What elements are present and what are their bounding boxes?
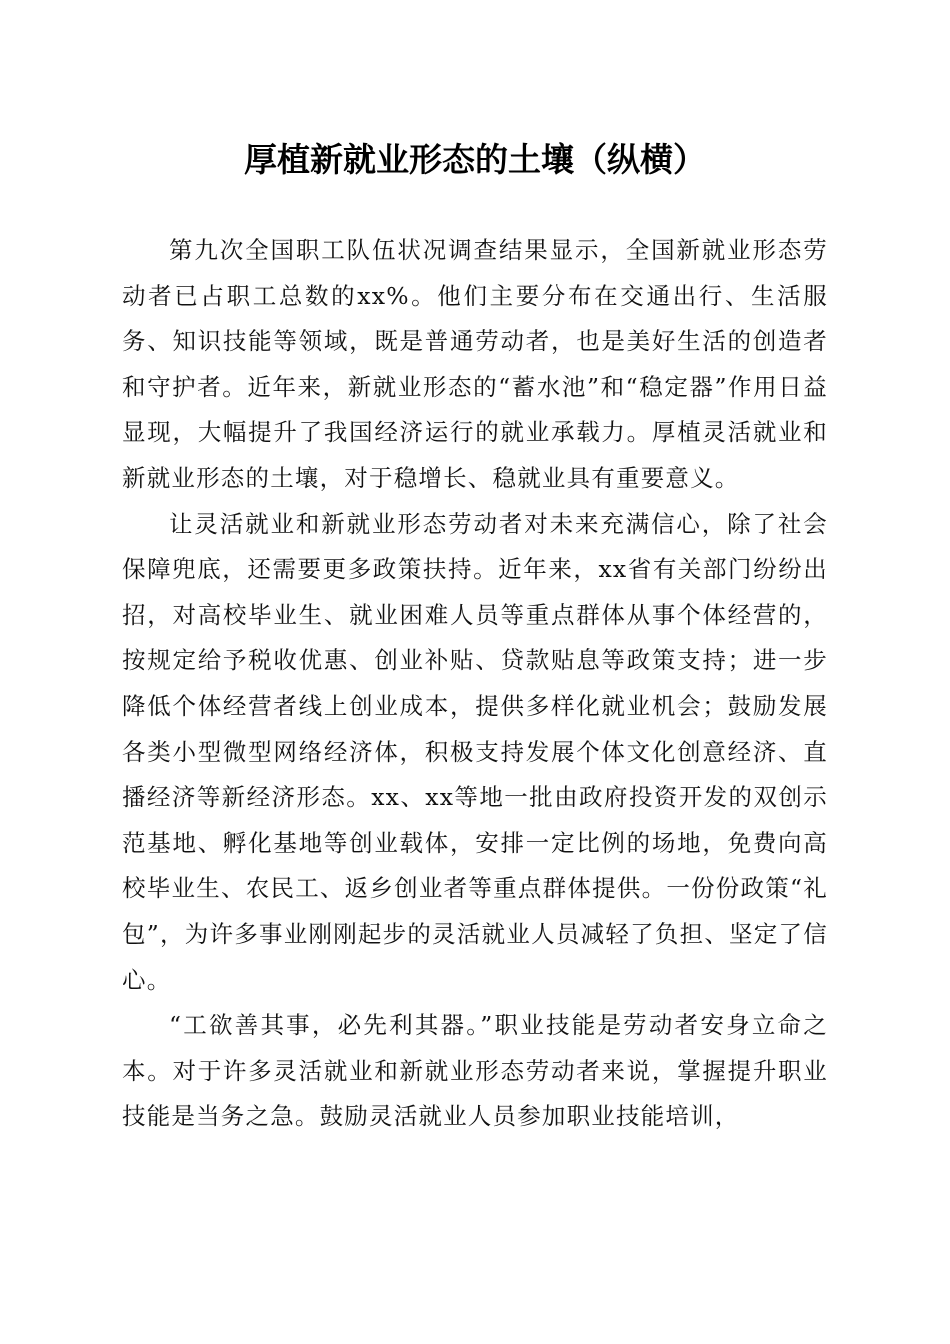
- page-title: 厚植新就业形态的土壤（纵横）: [244, 140, 706, 179]
- paragraph-3: “工欲善其事，必先利其器。”职业技能是劳动者安身立命之本。对于许多灵活就业和新就业形态劳动者来说，掌握提升职业技能是当务之急。鼓励灵活就业人员参加职业技能培训，: [122, 1011, 828, 1131]
- article-body: [122, 228, 828, 1140]
- paragraph-1: 第九次全国职工队伍状况调查结果显示，全国新就业形态劳动者已占职工总数的xx%。他们主要分布在交通出行、生活服务、知识技能等领域，既是普通劳动者，也是美好生活的创造者和守护者。近年来，新就业形态的“蓄水池”和“稳定器”作用日益显现，大幅提升了我国经济运行的就业承载力。厚植灵活就业和新就业形态的土壤，对于稳增长、稳就业具有重要意义。: [122, 236, 828, 492]
- paragraph-2: 让灵活就业和新就业形态劳动者对未来充满信心，除了社会保障兜底，还需要更多政策扶持。近年来，xx省有关部门纷纷出招，对高校毕业生、就业困难人员等重点群体从事个体经营的，按规定给予税收优惠、创业补贴、贷款贴息等政策支持；进一步降低个体经营者线上创业成本，提供多样化就业机会；鼓励发展各类小型微型网络经济体，积极支持发展个体文化创意经济、直播经济等新经济形态。xx、xx等地一批由政府投资开发的双创示范基地、孵化基地等创业载体，安排一定比例的场地，免费向高校毕业生、农民工、返乡创业者等重点群体提供。一份份政策“礼包”，为许多事业刚刚起步的灵活就业人员减轻了负担、坚定了信心。: [122, 509, 828, 994]
